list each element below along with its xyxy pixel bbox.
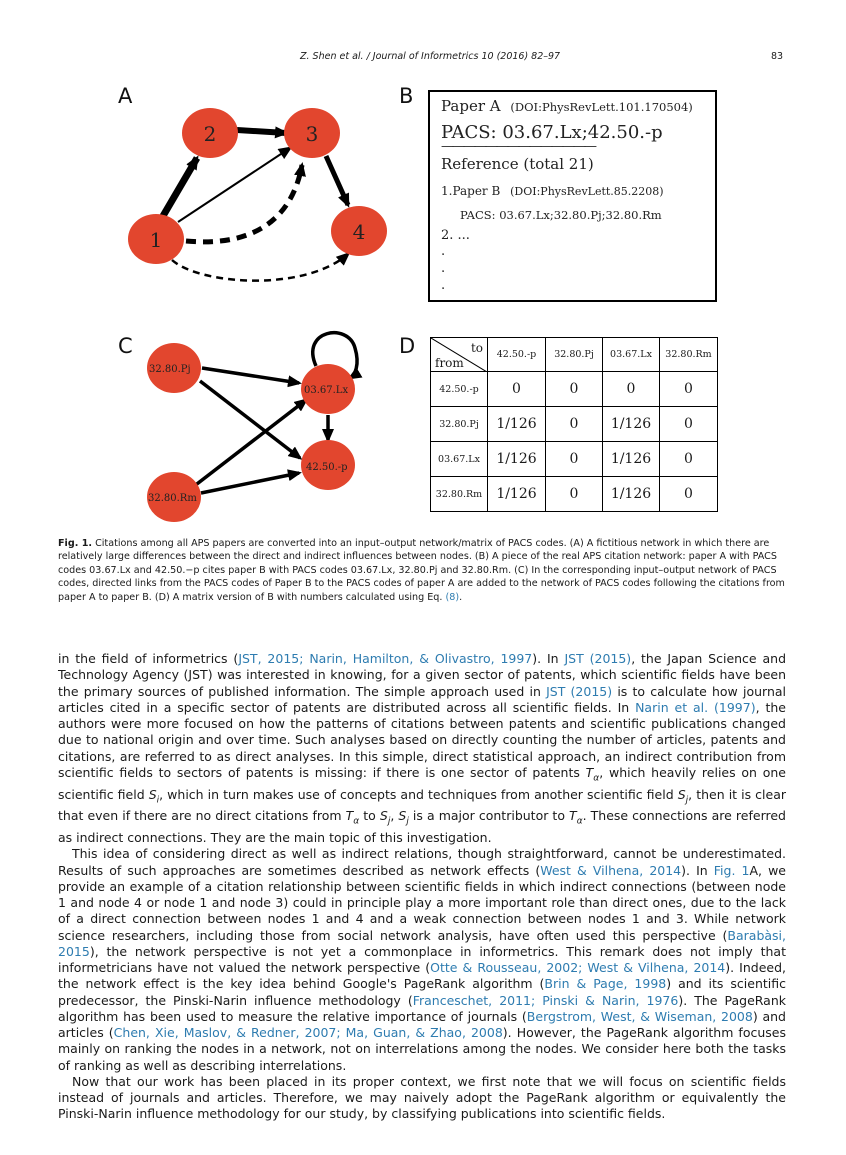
node-2-label: 2 [203, 122, 217, 146]
math-symbol: j [406, 816, 409, 827]
page-number: 83 [771, 51, 784, 62]
caption-text: Citations among all APS papers are converted into an input–output network/matrix of PACS codes. (A) A fictitious network in which there are relatively large differences between the direct and indirect influences between nodes. (B) A piece of the real APS citation network: paper A with PACS codes 03.67.Lx and 42.50.−p cites paper B with PACS codes 03.67.Lx, 32.80.Pj and 32.80.Rm. (C) In the corresponding input–output network of PACS codes, directed links from the PACS codes of Paper B to the PACS codes of paper A are added to the network of PACS codes following the citations from paper A to paper B. (D) A matrix version of B with numbers calculated using Eq. [58, 538, 785, 603]
figure-graphics [0, 0, 846, 540]
panel-a-network [128, 108, 387, 281]
node-3-label: 3 [305, 122, 319, 146]
matrix-cell: 0 [488, 372, 546, 407]
citation-link[interactable]: Fig. 1 [713, 862, 750, 878]
edge-pj-lx [202, 368, 299, 383]
math-symbol: T [569, 808, 577, 824]
dash-separator: —————————————— [441, 139, 595, 154]
panel-c-network [147, 333, 357, 522]
matrix-cell: 1/126 [603, 407, 660, 442]
matrix-row [431, 372, 718, 407]
caption-label: Fig. 1. [58, 538, 93, 549]
text-run: in the field of informetrics ( [58, 651, 239, 666]
matrix-cell: 0 [603, 372, 660, 407]
figure-caption: Fig. 1. Citations among all APS papers are converted into an input–output network/matrix of PACS codes. (A) A fictitious network in which there are relatively large differences between the direct and indirect influences between nodes. (B) A piece of the real APS citation network: paper A with PACS codes 03.67.Lx and 42.50.−p cites paper B with PACS codes 03.67.Lx, 32.80.Pj and 32.80.Rm. (C) In the corresponding input–output network of PACS codes, directed links from the PACS codes of Paper B to the PACS codes of paper A are added to the network of PACS codes following the citations from paper A to paper B. (D) A matrix version of B with numbers calculated using Eq. (8). [58, 538, 785, 603]
text-run: ), the network perspective is not yet a commonplace in informetrics. This remark does not imply that informetricians have not valued the network perspective ( [58, 943, 786, 975]
text-run: ) and its scientific predecessor, the Pinski-Narin influence methodology ( [58, 976, 787, 1008]
edge-1-3-indirect [186, 165, 302, 242]
text-run: , then it is clear that even if there are no direct citations from [58, 786, 787, 824]
math-symbol: S [398, 808, 407, 824]
ellipsis-dot-1: . [441, 244, 446, 259]
text-run: This idea of considering direct as well as indirect relations, though straightforward, cannot be underestimated. Results of such approaches are sometimes described as network effects ( [58, 846, 786, 878]
node-1-label: 1 [149, 228, 163, 252]
corner-from-label: from [435, 356, 464, 370]
citation-link[interactable]: JST, 2015; Narin, Hamilton, & Olivastro, 1997 [238, 651, 533, 666]
citation-link[interactable]: Narin et al. (1997) [635, 699, 756, 715]
text-run: A, we provide an example of a citation relationship between scientific fields in which indirect connections (between node 1 and node 4 or node 1 and node 3) could in principle play a more important role than direct ones, due to the lack of a direct connection between nodes 1 and 4 and a weak connection between nodes 1 and 3. While network science researchers, including those from social network analysis, have often used this perspective ( [58, 862, 786, 943]
equation-link[interactable]: (8) [445, 591, 460, 603]
panel-label-a: A [118, 84, 133, 108]
matrix-cell: 0 [546, 442, 603, 477]
text-run: . These connections are referred as indirect connections. They are the main topic of this investigation. [58, 808, 786, 845]
math-symbol: α [593, 773, 600, 784]
edge-1-2 [163, 158, 197, 216]
paper-b-title: 1.Paper B (DOI:PhysRevLett.85.2208) [441, 184, 664, 198]
citation-link[interactable]: West & Vilhena, 2014 [540, 862, 682, 878]
text-run: ). In [681, 862, 714, 878]
citation-link[interactable]: Chen, Xie, Maslov, & Redner, 2007; Ma, Guan, & Zhao, 2008 [113, 1025, 503, 1040]
text-run: , which in turn makes use of concepts and techniques from another scientific field [159, 786, 678, 802]
text-run: , the Japan Science and Technology Agency (JST) was interested in knowing, for a given sector of patents, which scientific fields have been the primary sources of published information. The simple approach used in [58, 651, 787, 699]
math-symbol: α [576, 816, 583, 827]
text-run: Now that our work has been placed in its proper context, we first note that we will focus on scientific fields instead of journals and articles. Therefore, we may naively adopt the PageRank algorithm or equivalently the Pinski-Narin influence methodology for our study, by classifying publications into scientific fields. [58, 1073, 786, 1122]
body-text [58, 651, 786, 1123]
matrix-cell: 0 [660, 407, 718, 442]
text-run: to [359, 808, 380, 824]
edge-1-4-indirect [172, 254, 348, 281]
col-header: 32.80.Pj [546, 338, 603, 372]
row-header: 32.80.Pj [431, 407, 488, 442]
matrix-row [431, 407, 718, 442]
col-header: 42.50.-p [488, 338, 546, 372]
node-p-label: 42.50.-p [306, 462, 348, 473]
matrix-cell: 1/126 [488, 442, 546, 477]
col-header: 03.67.Lx [603, 338, 660, 372]
text-run: ). The PageRank algorithm has been used to measure the relative importance of journals ( [58, 992, 786, 1024]
matrix-cell: 0 [546, 372, 603, 407]
math-symbol: i [156, 795, 160, 805]
panel-label-c: C [118, 334, 133, 358]
text-run: is to calculate how journal articles cited in a specific sector of patents are distributed across all scientific fields. In [58, 683, 786, 715]
math-symbol: α [353, 816, 360, 827]
matrix-cell: 0 [660, 442, 718, 477]
math-symbol: j [685, 795, 689, 805]
math-symbol: S [148, 786, 157, 802]
reference-count: Reference (total 21) [441, 155, 594, 173]
text-run: ). Indeed, the network effect is the key idea behind Google's PageRank algorithm ( [58, 960, 786, 992]
corner-to-label: to [470, 341, 483, 355]
panel-label-b: B [399, 84, 414, 108]
citation-link[interactable]: Brin & Page, 1998 [544, 976, 667, 992]
matrix-cell: 1/126 [488, 407, 546, 442]
matrix-cell: 0 [660, 372, 718, 407]
paragraph-1 [58, 651, 786, 846]
edge-2-3 [237, 130, 286, 133]
matrix-row [431, 442, 718, 477]
node-lx-label: 03.67.Lx [304, 385, 349, 396]
row-header: 03.67.Lx [431, 442, 488, 477]
text-run: , [390, 808, 399, 824]
math-symbol: S [379, 808, 388, 824]
math-symbol: T [345, 808, 354, 824]
running-title: Z. Shen et al. / Journal of Informetrics 10 (2016) 82–97 [300, 51, 561, 62]
panel-label-d: D [399, 334, 416, 358]
text-run: is a major contributor to [408, 808, 570, 824]
panel-d-matrix [430, 337, 718, 512]
math-symbol: T [585, 764, 594, 780]
ellipsis-dot-2: . [441, 261, 446, 276]
ellipsis-dot-3: . [441, 278, 446, 293]
matrix-header-row [431, 338, 718, 372]
text-run: , which heavily relies on one scientific field [58, 764, 786, 802]
matrix-cell: 1/126 [488, 477, 546, 512]
citation-link[interactable]: Franceschet, 2011; Pinski & Narin, 1976 [412, 992, 679, 1008]
math-symbol: S [677, 786, 686, 802]
text-run: ). However, the PageRank algorithm focuses mainly on ranking the nodes in a network, not on interrelations among the nodes. We consider here both the tasks of ranking as well as describing interrelations. [58, 1025, 786, 1073]
text-run: ). In [532, 651, 565, 666]
row-header: 42.50.-p [431, 372, 488, 407]
edge-3-4 [326, 156, 348, 205]
matrix-cell: 0 [660, 477, 718, 512]
col-header: 32.80.Rm [660, 338, 718, 372]
matrix-row [431, 477, 718, 512]
matrix-cell: 0 [546, 477, 603, 512]
paper-a-pacs: PACS: 03.67.Lx;42.50.-p [441, 122, 663, 143]
node-4-label: 4 [352, 220, 366, 244]
node-rm-label: 32.80.Rm [148, 493, 197, 504]
panel-b-paper-box [428, 90, 717, 302]
paragraph-3 [58, 1074, 786, 1123]
citation-link[interactable]: Otte & Rousseau, 2002; West & Vilhena, 2014 [430, 960, 726, 975]
paper-b-pacs: PACS: 03.67.Lx;32.80.Pj;32.80.Rm [460, 208, 662, 222]
matrix-cell: 0 [546, 407, 603, 442]
reference-2: 2. ... [441, 228, 470, 243]
edge-pj-p [200, 381, 300, 458]
citation-link[interactable]: Bergstrom, West, & Wiseman, 2008 [526, 1008, 753, 1024]
citation-link[interactable]: JST (2015) [546, 683, 613, 699]
row-header: 32.80.Rm [431, 477, 488, 512]
matrix-corner-cell [431, 338, 488, 372]
math-symbol: j [387, 816, 391, 827]
text-run: ) and articles ( [58, 1008, 786, 1040]
edge-rm-p [201, 473, 299, 493]
paragraph-2 [58, 846, 786, 1074]
matrix-cell: 1/126 [603, 477, 660, 512]
citation-link[interactable]: JST (2015) [564, 651, 632, 666]
node-pj-label: 32.80.Pj [149, 364, 191, 375]
matrix-cell: 1/126 [603, 442, 660, 477]
text-run: , the authors were more focused on how the patterns of citations between patents and scientific publications changed due to national origin and over time. Such analyses based on directly counting the number of articles, patents and citations, are referred to as direct analyses. In this simple, direct statistical approach, an indirect contribution from scientific fields to sectors of patents is missing: if there is one sector of patents [58, 699, 786, 780]
citation-link[interactable]: Barabàsi, 2015 [58, 927, 786, 959]
paper-a-title: Paper A (DOI:PhysRevLett.101.170504) [441, 97, 693, 115]
